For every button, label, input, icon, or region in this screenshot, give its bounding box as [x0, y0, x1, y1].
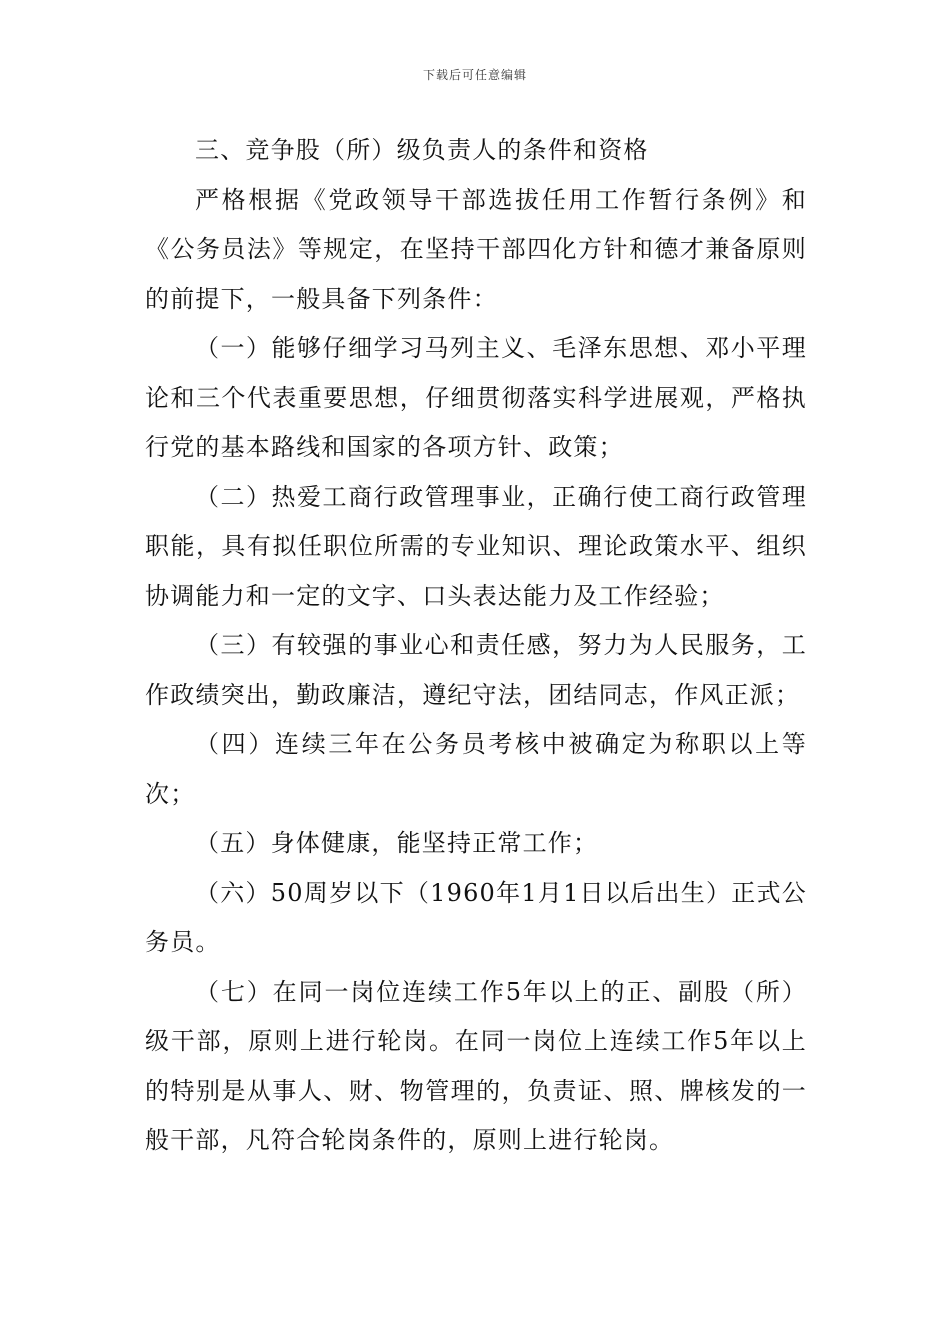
- condition-item-1: （一）能够仔细学习马列主义、毛泽东思想、邓小平理论和三个代表重要思想，仔细贯彻落实科学进展观，严格执行党的基本路线和国家的各项方针、政策；: [145, 334, 807, 461]
- paragraph-intro: 严格根据《党政领导干部选拔任用工作暂行条例》和《公务员法》等规定，在坚持干部四化方针和德才兼备原则的前提下，一般具备下列条件：: [145, 185, 807, 313]
- condition-item-4: （四）连续三年在公务员考核中被确定为称职以上等次；: [145, 730, 807, 808]
- condition-item-7: （七）在同一岗位连续工作5年以上的正、副股（所）级干部，原则上进行轮岗。在同一岗位上连续工作5年以上的特别是从事人、财、物管理的，负责证、照、牌核发的一般干部，凡符合轮岗条件的，原则上进行轮岗。: [145, 977, 807, 1154]
- condition-item-3: （三）有较强的事业心和责任感，努力为人民服务，工作政绩突出，勤政廉洁，遵纪守法，团结同志，作风正派；: [145, 631, 807, 709]
- condition-item-5: （五）身体健康，能坚持正常工作；: [195, 829, 599, 857]
- condition-item-6: （六）50周岁以下（1960年1月1日以后出生）正式公务员。: [145, 878, 807, 956]
- document-body: [145, 126, 807, 1166]
- section-heading: 三、竞争股（所）级负责人的条件和资格: [195, 136, 649, 164]
- header-note: 下载后可任意编辑: [422, 68, 527, 82]
- condition-item-2: （二）热爱工商行政管理事业，正确行使工商行政管理职能，具有拟任职位所需的专业知识、理论政策水平、组织协调能力和一定的文字、口头表达能力及工作经验；: [145, 482, 807, 610]
